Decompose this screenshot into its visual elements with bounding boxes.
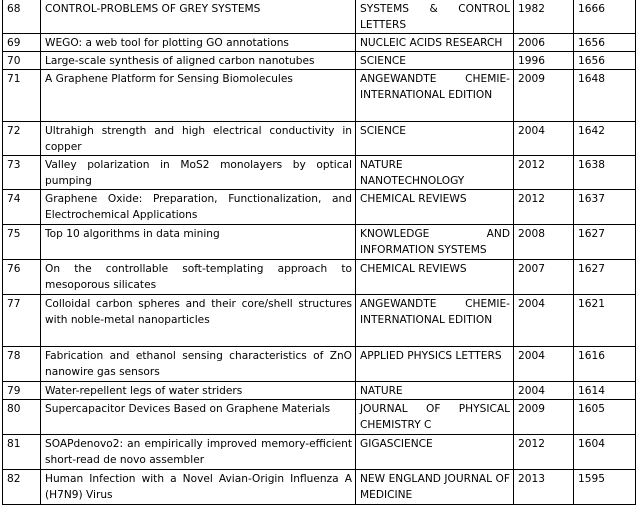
citation-count: 1638 — [574, 156, 636, 190]
journal-name: JOURNAL OF PHYSICAL CHEMISTRY C — [356, 400, 514, 435]
row-number: 72 — [3, 122, 41, 156]
citation-count: 1595 — [574, 470, 636, 505]
paper-title: Supercapacitor Devices Based on Graphene Materials — [41, 400, 356, 435]
table-row — [3, 70, 636, 122]
citation-count: 1656 — [574, 52, 636, 70]
row-number: 69 — [3, 34, 41, 52]
journal-name: SCIENCE — [356, 52, 514, 70]
table-row — [3, 34, 636, 52]
citation-count: 1605 — [574, 400, 636, 435]
papers-table — [2, 0, 636, 505]
citation-count: 1627 — [574, 260, 636, 295]
paper-title: Top 10 algorithms in data mining — [41, 225, 356, 260]
journal-name: ANGEWANDTE CHEMIE-INTERNATIONAL EDITION — [356, 70, 514, 122]
table-row — [3, 347, 636, 382]
table-row — [3, 260, 636, 295]
publication-year: 2004 — [514, 382, 574, 400]
citation-count: 1614 — [574, 382, 636, 400]
publication-year: 2013 — [514, 470, 574, 505]
paper-title: Ultrahigh strength and high electrical conductivity in copper — [41, 122, 356, 156]
publication-year: 2006 — [514, 34, 574, 52]
table-row — [3, 122, 636, 156]
paper-title: Colloidal carbon spheres and their core/shell structures with noble-metal nanoparticles — [41, 295, 356, 347]
table-row — [3, 156, 636, 190]
publication-year: 2004 — [514, 122, 574, 156]
journal-name: NATURE — [356, 382, 514, 400]
table-row — [3, 225, 636, 260]
publication-year: 2007 — [514, 260, 574, 295]
journal-name: CHEMICAL REVIEWS — [356, 260, 514, 295]
publication-year: 2012 — [514, 156, 574, 190]
paper-title: Valley polarization in MoS2 monolayers by optical pumping — [41, 156, 356, 190]
publication-year: 1996 — [514, 52, 574, 70]
row-number: 71 — [3, 70, 41, 122]
table-row — [3, 400, 636, 435]
publication-year: 2008 — [514, 225, 574, 260]
publication-year: 2009 — [514, 70, 574, 122]
row-number: 77 — [3, 295, 41, 347]
journal-name: SYSTEMS & CONTROL LETTERS — [356, 0, 514, 34]
table-row — [3, 190, 636, 225]
citation-count: 1656 — [574, 34, 636, 52]
row-number: 74 — [3, 190, 41, 225]
journal-name: KNOWLEDGE AND INFORMATION SYSTEMS — [356, 225, 514, 260]
row-number: 80 — [3, 400, 41, 435]
table-row — [3, 470, 636, 505]
row-number: 73 — [3, 156, 41, 190]
paper-title: Fabrication and ethanol sensing characteristics of ZnO nanowire gas sensors — [41, 347, 356, 382]
citation-count: 1666 — [574, 0, 636, 34]
row-number: 79 — [3, 382, 41, 400]
table-row — [3, 295, 636, 347]
row-number: 75 — [3, 225, 41, 260]
journal-name: ANGEWANDTE CHEMIE-INTERNATIONAL EDITION — [356, 295, 514, 347]
citation-count: 1637 — [574, 190, 636, 225]
journal-name: NEW ENGLAND JOURNAL OF MEDICINE — [356, 470, 514, 505]
citation-count: 1604 — [574, 435, 636, 470]
journal-name: NUCLEIC ACIDS RESEARCH — [356, 34, 514, 52]
journal-name: SCIENCE — [356, 122, 514, 156]
paper-title: On the controllable soft-templating approach to mesoporous silicates — [41, 260, 356, 295]
journal-name: APPLIED PHYSICS LETTERS — [356, 347, 514, 382]
paper-title: SOAPdenovo2: an empirically improved memory-efficient short-read de novo assembler — [41, 435, 356, 470]
paper-title: Water-repellent legs of water striders — [41, 382, 356, 400]
citation-count: 1616 — [574, 347, 636, 382]
row-number: 68 — [3, 0, 41, 34]
paper-title: Graphene Oxide: Preparation, Functionalization, and Electrochemical Applications — [41, 190, 356, 225]
publication-year: 2004 — [514, 295, 574, 347]
row-number: 76 — [3, 260, 41, 295]
table-row — [3, 435, 636, 470]
citation-count: 1642 — [574, 122, 636, 156]
publication-year: 2012 — [514, 435, 574, 470]
publication-year: 1982 — [514, 0, 574, 34]
journal-name: CHEMICAL REVIEWS — [356, 190, 514, 225]
paper-title: WEGO: a web tool for plotting GO annotations — [41, 34, 356, 52]
citation-count: 1621 — [574, 295, 636, 347]
row-number: 82 — [3, 470, 41, 505]
row-number: 70 — [3, 52, 41, 70]
publication-year: 2012 — [514, 190, 574, 225]
table-row — [3, 382, 636, 400]
table-row — [3, 52, 636, 70]
paper-title: Human Infection with a Novel Avian-Origin Influenza A (H7N9) Virus — [41, 470, 356, 505]
table-row — [3, 0, 636, 34]
citation-count: 1648 — [574, 70, 636, 122]
paper-title: A Graphene Platform for Sensing Biomolecules — [41, 70, 356, 122]
journal-name: GIGASCIENCE — [356, 435, 514, 470]
papers-table-body — [3, 0, 636, 505]
paper-title: Large-scale synthesis of aligned carbon nanotubes — [41, 52, 356, 70]
journal-name: NATURE NANOTECHNOLOGY — [356, 156, 514, 190]
row-number: 78 — [3, 347, 41, 382]
paper-title: CONTROL-PROBLEMS OF GREY SYSTEMS — [41, 0, 356, 34]
publication-year: 2004 — [514, 347, 574, 382]
citation-count: 1627 — [574, 225, 636, 260]
publication-year: 2009 — [514, 400, 574, 435]
row-number: 81 — [3, 435, 41, 470]
